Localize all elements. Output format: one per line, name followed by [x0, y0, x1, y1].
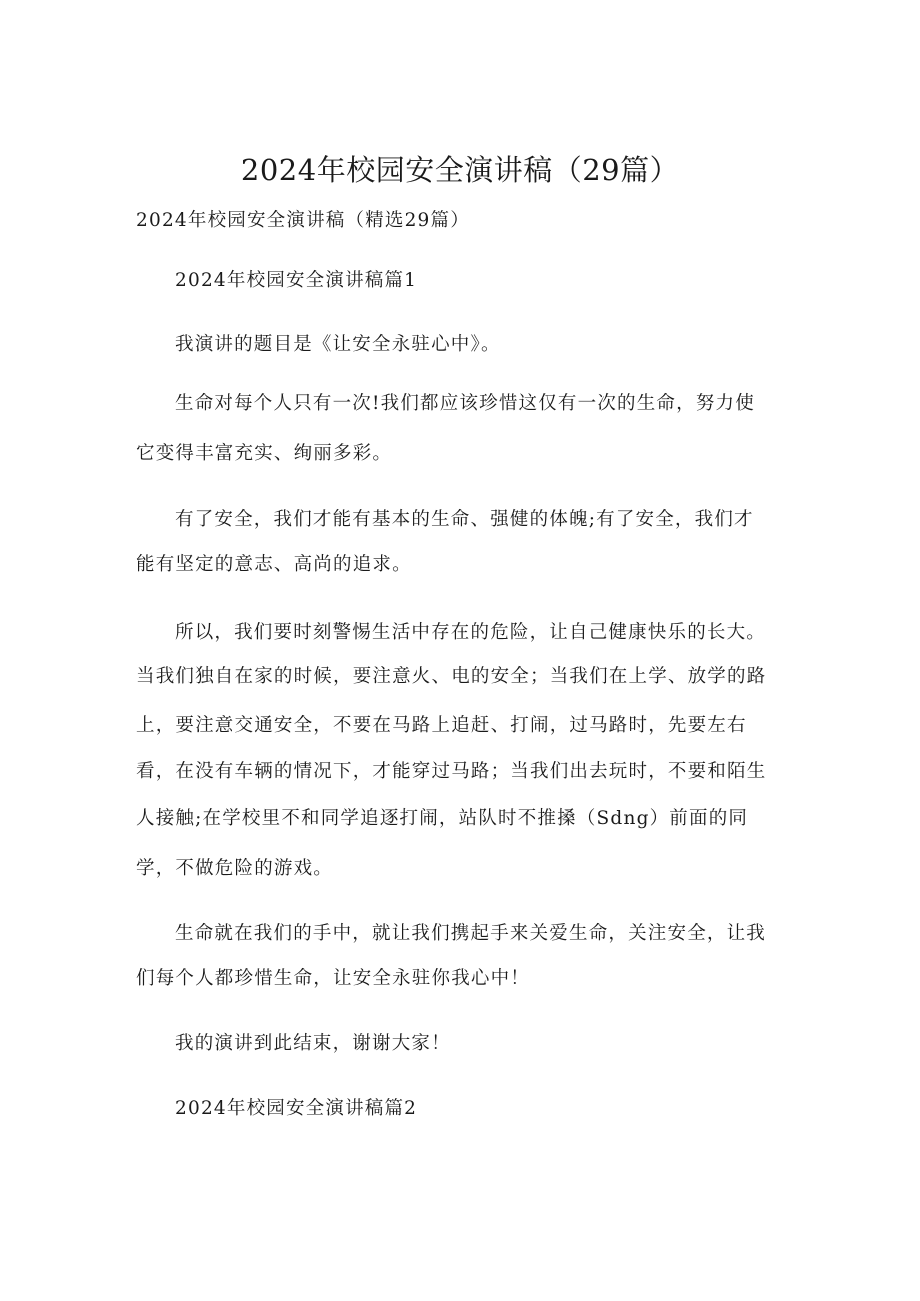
paragraph-line: 它变得丰富充实、绚丽多彩。: [136, 443, 393, 464]
paragraph-line: 看，在没有车辆的情况下，才能穿过马路；当我们出去玩时，不要和陌生: [136, 761, 767, 782]
paragraph-line: 学，不做危险的游戏。: [136, 858, 334, 879]
paragraph-line: 们每个人都珍惜生命，让安全永驻你我心中！: [136, 968, 531, 989]
paragraph-closing: 我的演讲到此结束，谢谢大家！: [175, 1033, 451, 1054]
paragraph-line: 当我们独自在家的时候，要注意火、电的安全；当我们在上学、放学的路: [136, 666, 767, 687]
paragraph-line: 上，要注意交通安全，不要在马路上追赶、打闹，过马路时，先要左右: [136, 715, 747, 736]
paragraph-line: 能有坚定的意志、高尚的追求。: [136, 554, 412, 575]
section-heading-2: 2024年校园安全演讲稿篇2: [175, 1098, 418, 1119]
paragraph-line: 生命对每个人只有一次!我们都应该珍惜这仅有一次的生命，努力使: [175, 393, 755, 414]
paragraph-line: 人接触;在学校里不和同学追逐打闹，站队时不推搡（Sdng）前面的同: [136, 808, 749, 829]
document-title: 2024年校园安全演讲稿（29篇）: [240, 153, 680, 187]
paragraph-topic: 我演讲的题目是《让安全永驻心中》。: [175, 334, 501, 355]
paragraph-line: 生命就在我们的手中，就让我们携起手来关爱生命，关注安全，让我: [175, 923, 767, 944]
paragraph-line: 有了安全，我们才能有基本的生命、强健的体魄;有了安全，我们才: [175, 509, 754, 530]
document-subtitle: 2024年校园安全演讲稿（精选29篇）: [136, 210, 470, 231]
paragraph-line: 所以，我们要时刻警惕生活中存在的危险，让自己健康快乐的长大。: [175, 622, 767, 643]
section-heading-1: 2024年校园安全演讲稿篇1: [175, 270, 418, 291]
